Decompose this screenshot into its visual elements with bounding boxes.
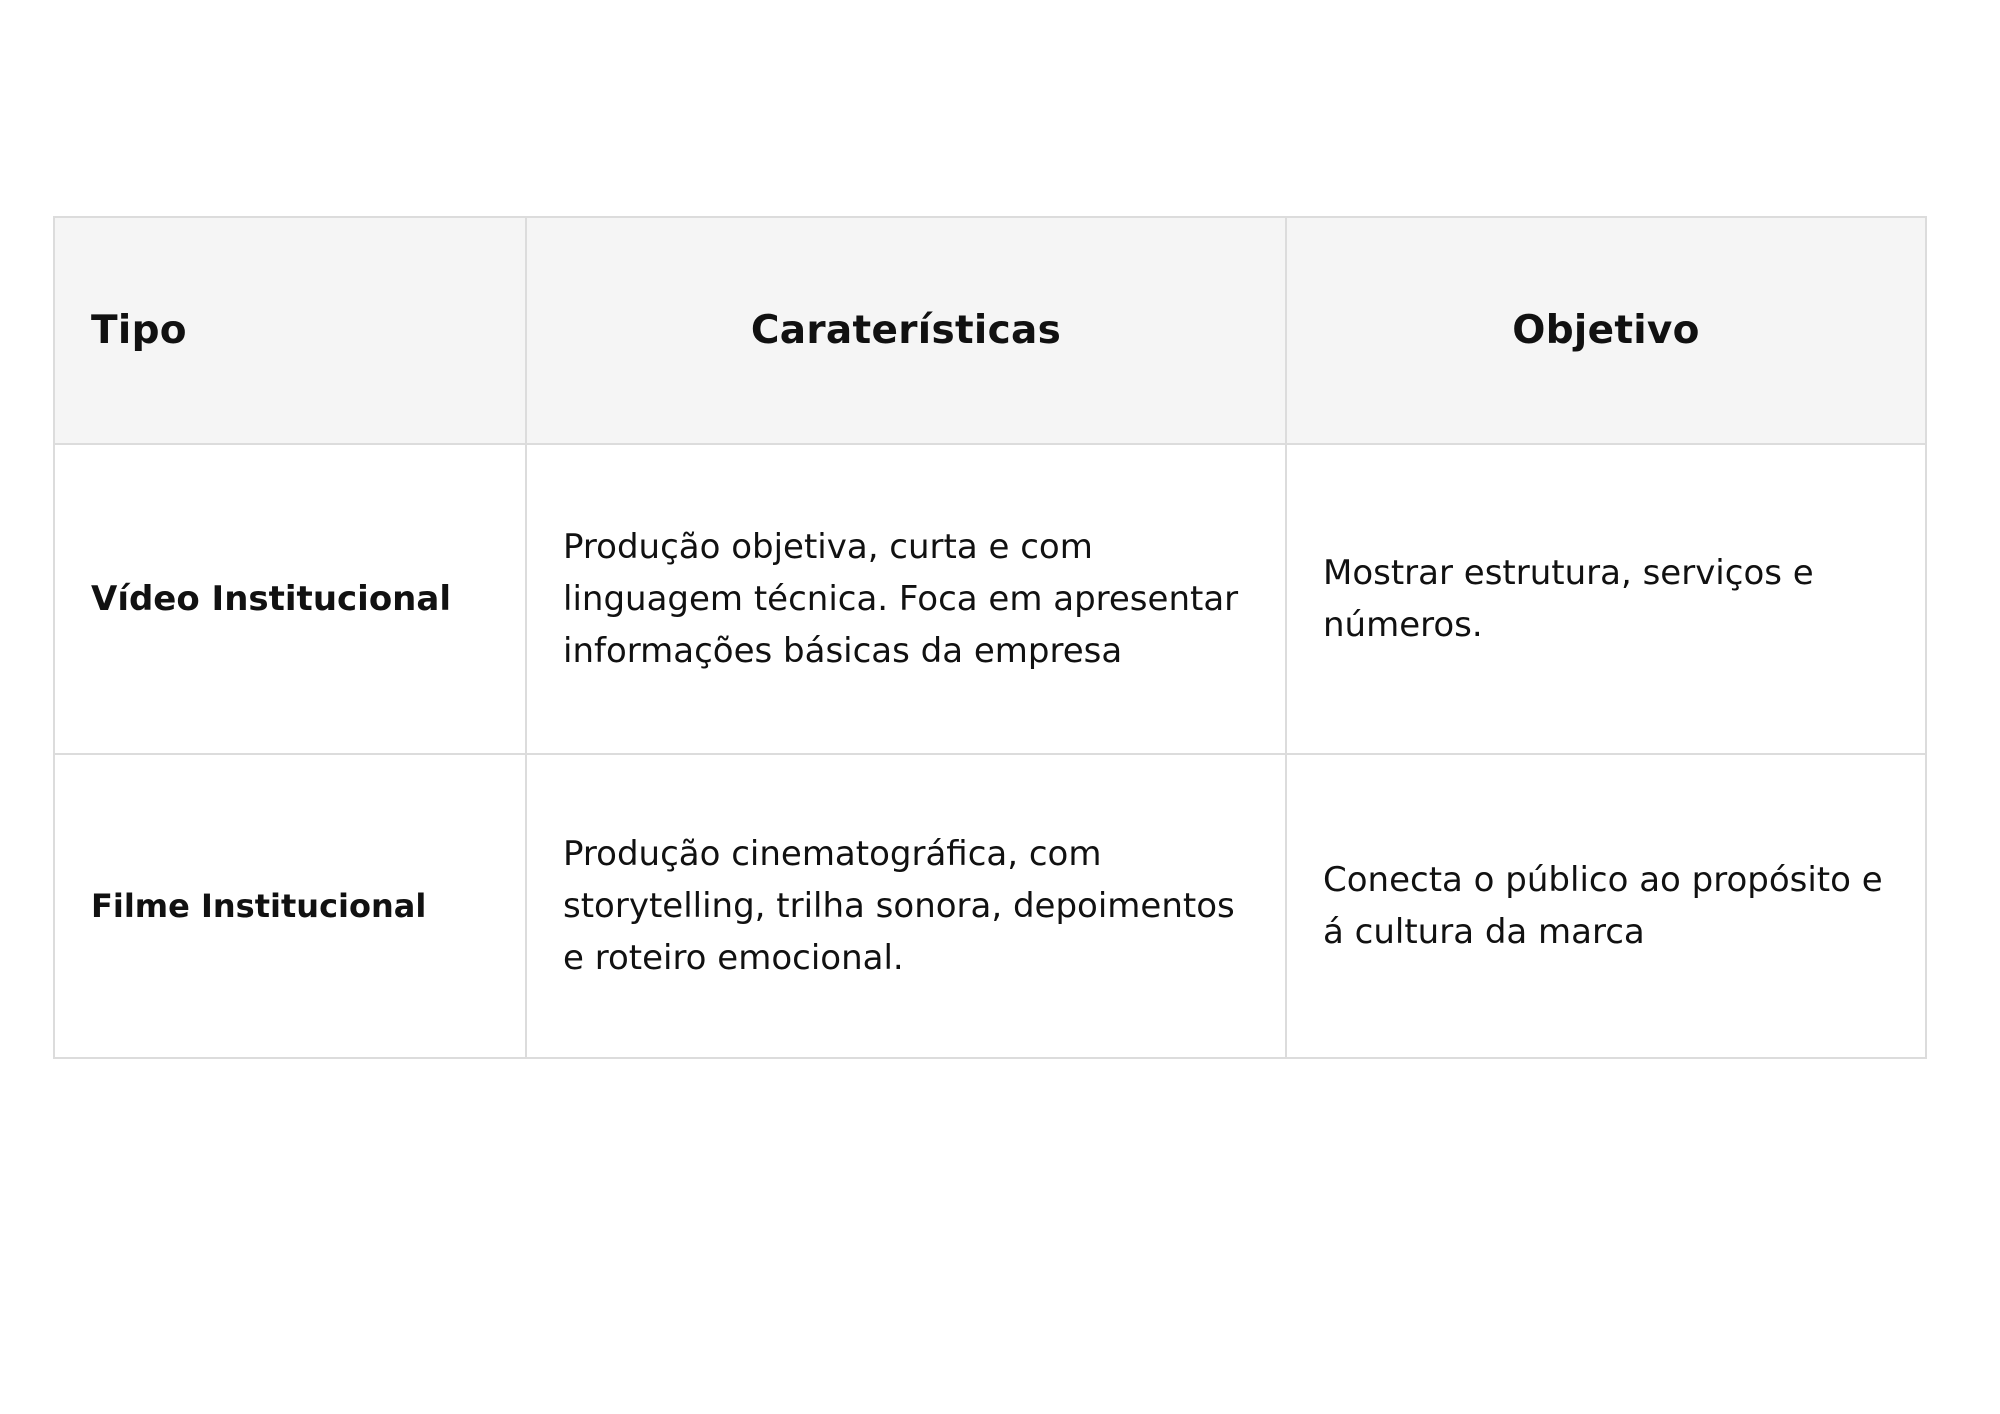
header-row (54, 217, 1926, 444)
table-row (54, 754, 1926, 1058)
cell-objetivo: Mostrar estrutura, serviços e números. (1286, 444, 1926, 754)
header-objetivo: Objetivo (1286, 217, 1926, 444)
table-header (54, 217, 1926, 444)
comparison-table (53, 216, 1927, 1059)
header-tipo: Tipo (54, 217, 526, 444)
table-body (54, 444, 1926, 1058)
cell-tipo: Vídeo Institucional (54, 444, 526, 754)
cell-objetivo: Conecta o público ao propósito e á cultura da marca (1286, 754, 1926, 1058)
table-row (54, 444, 1926, 754)
cell-caracteristicas: Produção cinematográfica, com storytelling, trilha sonora, depoimentos e roteiro emocional. (526, 754, 1286, 1058)
cell-tipo: Filme Institucional (54, 754, 526, 1058)
header-caracteristicas: Caraterísticas (526, 217, 1286, 444)
cell-caracteristicas: Produção objetiva, curta e com linguagem técnica. Foca em apresentar informações básicas da empresa (526, 444, 1286, 754)
